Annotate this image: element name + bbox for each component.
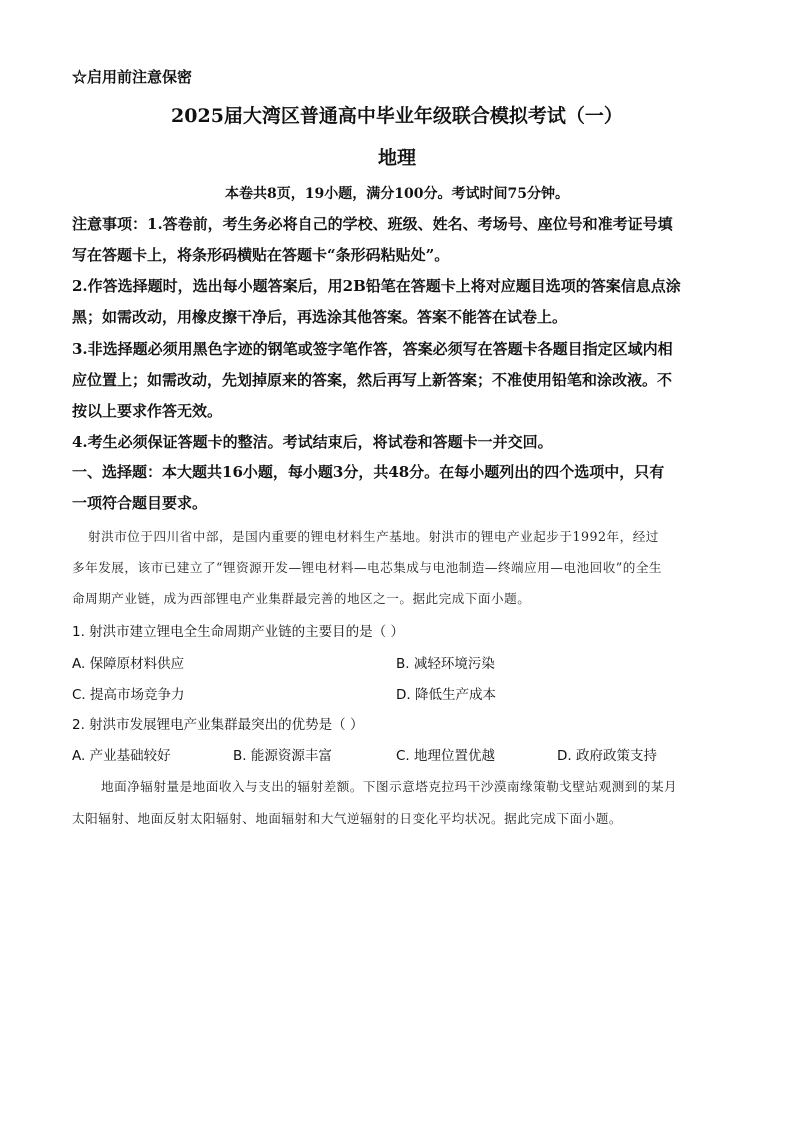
question-stem: 1. 射洪市建立锂电全生命周期产业链的主要目的是（ ） [72,624,404,640]
notes-line: 注意事项：1.答卷前，考生务必将自己的学校、班级、姓名、考场号、座位号和准考证号填 [72,215,673,233]
notes-line: 3.非选择题必须用黑色字迹的钢笔或签字笔作答，答案必须写在答题卡各题目指定区域内相 [72,340,673,358]
notes-line: 4.考生必须保证答题卡的整洁。考试结束后，将试卷和答题卡一并交回。 [72,433,553,451]
subject-title: 地理 [377,147,416,169]
passage-line: 太阳辐射、地面反射太阳辐射、地面辐射和大气逆辐射的日变化平均状况。据此完成下面小题。 [72,811,622,826]
section-heading: 一项符合题目要求。 [72,494,208,512]
option-a: A. 保障原材料供应 [72,656,185,672]
notes-line: 黑；如需改动，用橡皮擦干净后，再选涂其他答案。答案不能答在试卷上。 [72,308,568,326]
option-b: B. 减轻环境污染 [396,656,495,672]
option-d: D. 政府政策支持 [557,748,657,764]
notes-line: 应位置上；如需改动，先划掉原来的答案，然后再写上新答案；不准使用铅笔和涂改液。不 [72,371,673,389]
exam-info: 本卷共8页，19小题，满分100分。考试时间75分钟。 [225,186,569,202]
option-b: B. 能源资源丰富 [233,748,332,764]
option-c: C. 提高市场竞争力 [72,687,185,703]
passage-line: 地面净辐射量是地面收入与支出的辐射差额。下图示意塔克拉玛干沙漠南缘策勒戈壁站观测到的某月 [101,779,678,794]
passage-line: 射洪市位于四川省中部，是国内重要的锂电材料生产基地。射洪市的锂电产业起步于1992年，经过 [88,529,659,544]
notes-line: 2.作答选择题时，选出每小题答案后，用2B铅笔在答题卡上将对应题目选项的答案信息点涂 [72,277,681,295]
question-stem: 2. 射洪市发展锂电产业集群最突出的优势是（ ） [72,717,364,733]
section-heading: 一、选择题：本大题共16小题，每小题3分，共48分。在每小题列出的四个选项中，只有 [72,463,665,481]
option-c: C. 地理位置优越 [396,748,496,764]
notes-line: 写在答题卡上，将条形码横贴在答题卡“条形码粘贴处”。 [72,246,450,264]
option-a: A. 产业基础较好 [72,748,171,764]
passage-line: 多年发展，该市已建立了“锂资源开发—锂电材料—电芯集成与电池制造—终端应用—电池回收”的全生 [72,560,663,575]
exam-title: 2025届大湾区普通高中毕业年级联合模拟考试（一） [171,105,623,127]
notes-line: 按以上要求作答无效。 [72,402,223,420]
option-d: D. 降低生产成本 [396,687,496,703]
confidential-mark: ☆启用前注意保密 [72,68,193,86]
passage-line: 命周期产业链，成为西部锂电产业集群最完善的地区之一。据此完成下面小题。 [72,591,531,606]
